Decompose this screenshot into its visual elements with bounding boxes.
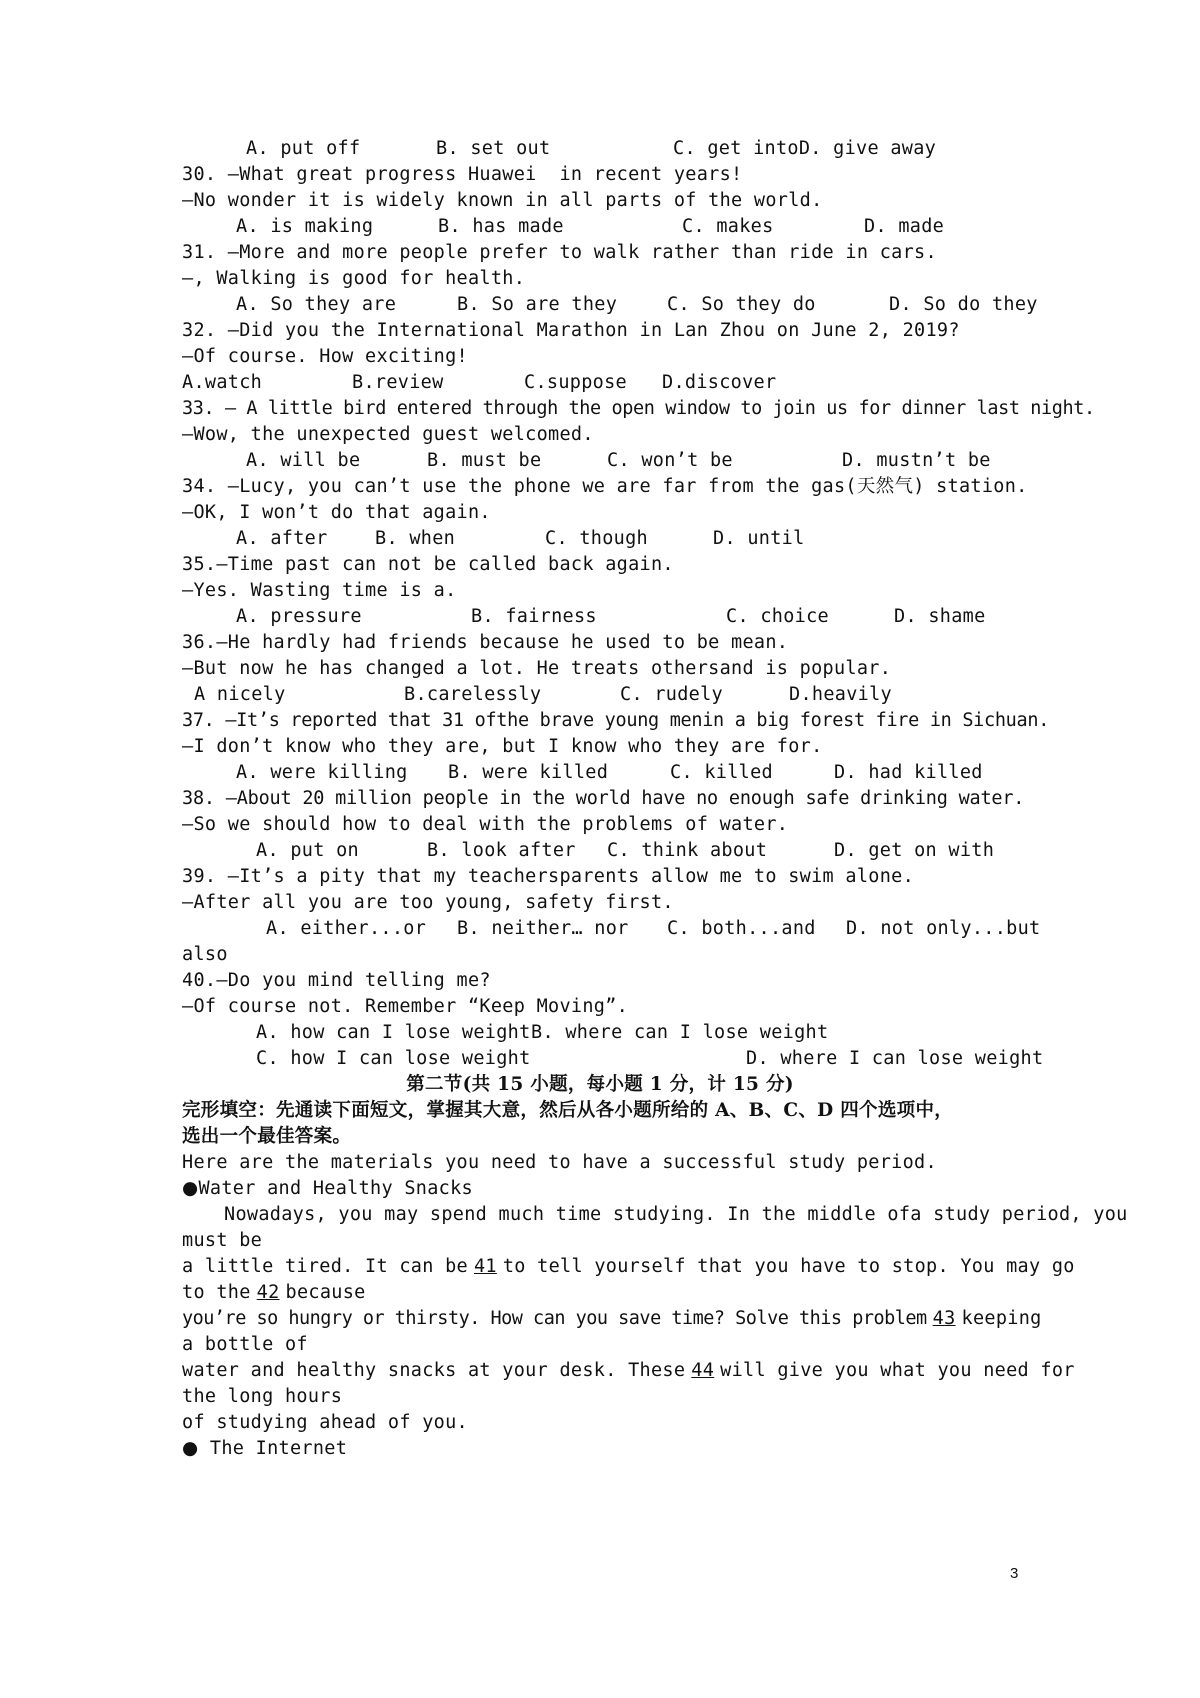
option-b: B. So are they [457,294,618,315]
q35-stem: 35.—Time past can not be called back again. [182,554,674,575]
q40-options-row2 [182,1046,1044,1072]
section-title: 第二节(共 15 小题，每小题 1 分，计 15 分) [406,1074,794,1095]
option-b: B. neither… nor [457,918,629,939]
q34-reply: —OK, I won’t do that again. [182,502,491,523]
passage-text: to tell yourself that you have to stop. You may go [502,1256,1075,1277]
passage-line: Nowadays, you may spend much time studying. In the middle ofa study period, you [224,1204,1128,1225]
q39-options [182,916,1041,942]
option-a: A.watch [182,372,263,393]
passage-text: you’re so hungry or thirsty. How can you save time? Solve this problem [182,1308,927,1329]
section-instructions-line1: 完形填空：先通读下面短文，掌握其大意，然后从各小题所给的 A、B、C、D 四个选项中， [182,1100,954,1121]
option-b: B. when [375,528,456,549]
option-b: B.review [352,372,444,393]
q36-reply: —But now he has changed a lot. He treats othersand is popular. [182,658,892,679]
option-b: B. must be [427,450,542,471]
option-c: C. won’t be [607,450,733,471]
passage-intro: Here are the materials you need to have a successful study period. [182,1152,937,1173]
q35-options [182,604,986,630]
passage-line: the long hours [182,1386,343,1407]
option-cd: C. get intoD. give away [673,138,937,159]
option-a: A. were killing [236,762,408,783]
option-c: C. rudely [620,684,723,705]
blank-42: 42 [256,1282,280,1303]
q39-option-wrap: also [182,944,228,965]
option-b: B.carelessly [404,684,542,705]
passage-line [182,1306,1042,1332]
passage-line: of studying ahead of you. [182,1412,468,1433]
option-d: D. mustn’t be [842,450,991,471]
option-c: C. choice [726,606,829,627]
q40-options-row1 [182,1020,829,1046]
option-d: D. where I can lose weight [746,1048,1044,1069]
option-a: A. will be [246,450,361,471]
option-d: D.discover [662,372,777,393]
q36-stem: 36.—He hardly had friends because he used to be mean. [182,632,789,653]
q29-options [182,136,937,162]
option-c: C. how I can lose weight [256,1048,531,1069]
passage-line [182,1254,1075,1280]
q37-options [182,760,983,786]
option-a: A. pressure [236,606,362,627]
q34-stem: 34. —Lucy, you can’t use the phone we are far from the gas(天然气) station. [182,476,1028,497]
option-c: C. think about [607,840,768,861]
option-d: D. shame [894,606,986,627]
q38-options [182,838,995,864]
q40-stem: 40.—Do you mind telling me? [182,970,491,991]
bullet-icon: ● [182,1178,199,1199]
passage-text: a little tired. It can be [182,1256,468,1277]
option-a: A. put on [256,840,359,861]
option-a: A. put off [246,138,361,159]
option-c: C. both...and [667,918,816,939]
q31-reply: —, Walking is good for health. [182,268,526,289]
q32-options [182,370,777,396]
bullet-icon: ● [182,1438,199,1459]
q37-stem-text: 37. —It’s reported that 31 ofthe brave young menin a big forest fire in Sichuan. [182,710,1050,731]
option-d: D. So do they [889,294,1038,315]
q31-options [182,292,1038,318]
option-c: C.suppose [524,372,627,393]
blank-43: 43 [932,1308,956,1329]
blank-41: 41 [473,1256,497,1277]
option-b: B. look after [427,840,576,861]
q39-reply: —After all you are too young, safety first. [182,892,674,913]
q30-options [182,214,945,240]
option-b: B. were killed [448,762,609,783]
passage-text: to the [182,1282,251,1303]
passage-text: keeping [961,1308,1042,1329]
q37-stem [182,708,1049,734]
passage-text: because [285,1282,366,1303]
q38-reply: —So we should how to deal with the problems of water. [182,814,789,835]
passage-line [182,1358,1075,1384]
q33-stem-text: 33. — A little bird entered through the open window to join us for dinner last night. [182,398,1095,419]
option-a: A. is making [236,216,374,237]
q32-reply: —Of course. How exciting! [182,346,468,367]
q37-reply: —I don’t know who they are, but I know who they are for. [182,736,823,757]
option-a: A. how can I lose weight [256,1022,531,1043]
q33-stem [182,396,1095,422]
section-instructions-line2: 选出一个最佳答案。 [182,1126,352,1147]
q31-stem: 31. —More and more people prefer to walk rather than ride in cars. [182,242,937,263]
heading-text: Water and Healthy Snacks [198,1178,473,1199]
option-b: B. set out [436,138,551,159]
option-d: D.heavily [789,684,892,705]
q40-reply: —Of course not. Remember “Keep Moving”. [182,996,629,1017]
q38-stem [182,786,1024,812]
option-a: A. after [236,528,328,549]
option-d: D. get on with [834,840,995,861]
q34-options [182,526,805,552]
q33-reply: —Wow, the unexpected guest welcomed. [182,424,594,445]
passage-line: a bottle of [182,1334,308,1355]
q35-reply: —Yes. Wasting time is a. [182,580,457,601]
passage-text: water and healthy snacks at your desk. These [182,1360,686,1381]
option-d: D. not only...but [846,918,1041,939]
blank-44: 44 [691,1360,715,1381]
option-a: A. So they are [236,294,397,315]
option-b: B. fairness [471,606,597,627]
option-d: D. until [713,528,805,549]
passage-text: will give you what you need for [720,1360,1075,1381]
q36-options [182,682,892,708]
option-b: B. where can I lose weight [531,1022,829,1043]
passage-line: must be [182,1230,263,1251]
option-c: C. though [545,528,648,549]
q30-reply: —No wonder it is widely known in all parts of the world. [182,190,823,211]
option-a: A. either...or [266,918,427,939]
passage-heading-water [182,1176,473,1202]
option-c: C. makes [682,216,774,237]
q32-stem: 32. —Did you the International Marathon in Lan Zhou on June 2, 2019? [182,320,960,341]
option-c: C. So they do [667,294,816,315]
heading-text: The Internet [209,1438,348,1459]
q39-stem: 39. —It’s a pity that my teachersparents allow me to swim alone. [182,866,915,887]
q33-options [182,448,991,474]
option-c: C. killed [670,762,773,783]
passage-heading-internet [182,1436,347,1462]
q38-stem-text: 38. —About 20 million people in the world have no enough safe drinking water. [182,788,1025,809]
option-d: D. had killed [834,762,983,783]
option-a: A nicely [194,684,286,705]
option-d: D. made [864,216,945,237]
passage-line [182,1280,366,1306]
option-b: B. has made [438,216,564,237]
q30-stem: 30. —What great progress Huawei in recent years! [182,164,743,185]
page-number: 3 [1010,1565,1019,1582]
